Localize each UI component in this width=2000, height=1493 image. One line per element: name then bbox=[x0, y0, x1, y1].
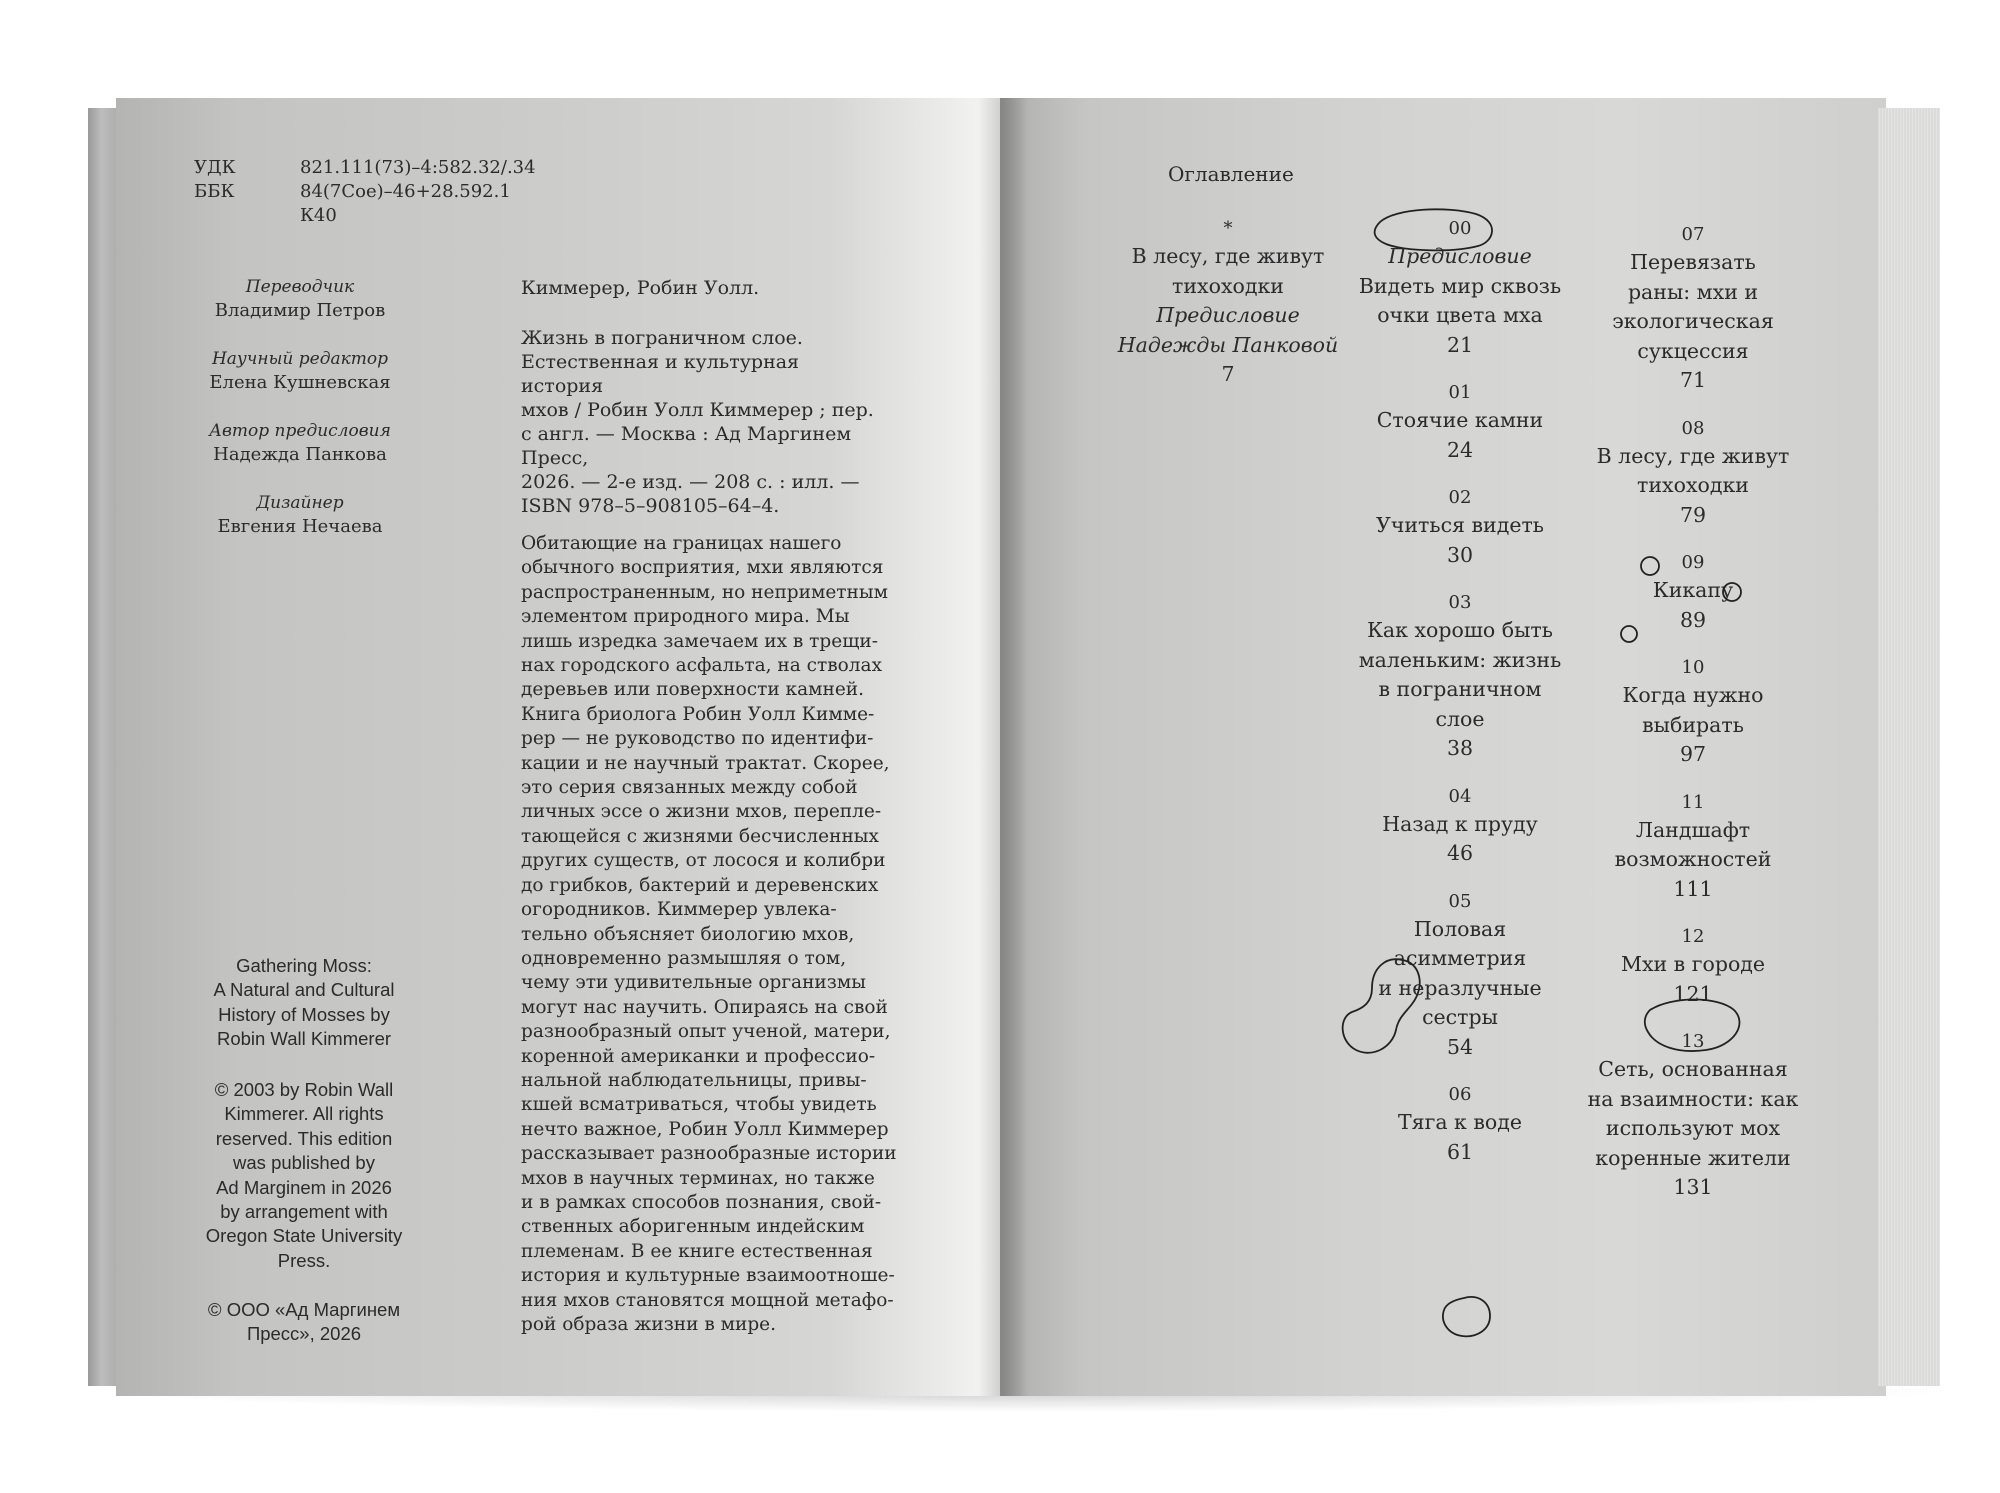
annotation-line: нальной наблюдательницы, привы- bbox=[521, 1069, 867, 1091]
toc-entry-page: 46 bbox=[1446, 841, 1474, 865]
toc-title: Оглавление bbox=[1168, 162, 1294, 186]
toc-entry-number: 12 bbox=[1681, 926, 1705, 947]
toc-entry-number: 04 bbox=[1448, 785, 1472, 807]
copyright-line: Press. bbox=[277, 1249, 331, 1271]
toc-entry-page: 79 bbox=[1679, 502, 1707, 527]
annotation-line: Обитающие на границах нашего bbox=[521, 533, 842, 554]
doodle-circle-icon bbox=[1641, 557, 1659, 575]
annotation-line: и в рамках способов познания, свой- bbox=[521, 1191, 882, 1213]
annotation-line: нечто важное, Робин Уолл Киммерер bbox=[521, 1118, 889, 1140]
toc-title-line: сестры bbox=[1422, 1005, 1498, 1029]
annotation-line: племенам. В ее книге естественная bbox=[521, 1240, 873, 1262]
doodle-circle-icon bbox=[1723, 583, 1741, 601]
imprint-key: ББК bbox=[194, 181, 235, 202]
toc-title-line: коренные жители bbox=[1595, 1145, 1791, 1170]
annotation-line: рассказывает разнообразные истории bbox=[521, 1143, 897, 1165]
annotation-line: ственных аборигенным индейским bbox=[521, 1216, 865, 1238]
imprint-value: 84(7Сое)–46+28.592.1 bbox=[300, 181, 511, 202]
toc-entry-page: 97 bbox=[1679, 742, 1707, 766]
annotation-line: чему эти удивительные организмы bbox=[521, 972, 866, 994]
annotation-line: других существ, от лосося и колибри bbox=[521, 850, 886, 872]
toc-title-line: в пограничном bbox=[1378, 677, 1542, 701]
toc-entry-page: 111 bbox=[1673, 876, 1713, 901]
annotation-line: нах городского асфальта, на стволах bbox=[521, 655, 883, 677]
doodle-bean-icon bbox=[1343, 959, 1420, 1053]
toc-title-line: В лесу, где живут bbox=[1131, 244, 1325, 268]
toc-entry-number: 09 bbox=[1681, 552, 1705, 573]
publisher-copyright-line: © ООО «Ад Маргинем bbox=[207, 1299, 401, 1320]
annotation-line: коренной американки и профессио- bbox=[521, 1045, 876, 1067]
annotation-line: ния мхов становятся мощной метафо- bbox=[521, 1289, 894, 1311]
toc-entry-number: 05 bbox=[1448, 890, 1472, 912]
toc-entry-number: 03 bbox=[1448, 592, 1472, 613]
copyright-line: Kimmerer. All rights bbox=[224, 1103, 384, 1125]
toc-title-line: Стоячие камни bbox=[1376, 408, 1544, 432]
toc-title-line: В лесу, где живут bbox=[1596, 443, 1790, 468]
toc-entry-number: 01 bbox=[1448, 382, 1472, 403]
toc-entry-page: 38 bbox=[1446, 736, 1474, 760]
annotation-line: лишь изредка замечаем их в трещи- bbox=[521, 630, 878, 652]
annotation-line: деревьев или поверхности камней. bbox=[521, 679, 865, 701]
biblio-line: Жизнь в пограничном слое. bbox=[521, 327, 803, 349]
toc-title-line: на взаимности: как bbox=[1587, 1086, 1799, 1111]
toc-entry-number: 00 bbox=[1448, 218, 1472, 239]
toc-entry-number: 11 bbox=[1681, 791, 1705, 813]
credit-name: Елена Кушневская bbox=[209, 372, 391, 393]
toc-title-line: Перевязать bbox=[1630, 250, 1756, 274]
imprint-key: УДК bbox=[194, 157, 236, 178]
toc-title-line: Когда нужно bbox=[1622, 683, 1764, 707]
annotation-line: мхов в научных терминах, но также bbox=[521, 1167, 875, 1189]
toc-title-line: тихоходки bbox=[1172, 273, 1284, 298]
toc-title-line: раны: мхи и bbox=[1627, 279, 1759, 304]
copyright-line: © 2003 by Robin Wall bbox=[214, 1079, 394, 1100]
original-title-line: History of Mosses by bbox=[218, 1003, 390, 1025]
toc-title-line: Как хорошо быть bbox=[1367, 618, 1553, 642]
toc-title-line: используют мох bbox=[1605, 1116, 1781, 1140]
toc-entry-page: 54 bbox=[1446, 1034, 1474, 1059]
annotation-line: распространенным, но неприметным bbox=[521, 581, 888, 603]
toc-title-line: Половая bbox=[1413, 916, 1507, 941]
annotation-line: огородников. Киммерер увлека- bbox=[521, 899, 837, 921]
doodle-circle-icon bbox=[1621, 626, 1637, 642]
credit-role: Переводчик bbox=[245, 277, 355, 297]
toc-entry-number: 08 bbox=[1681, 417, 1705, 439]
annotation-line: обычного восприятия, мхи являются bbox=[521, 557, 884, 579]
copyright-line: reserved. This edition bbox=[215, 1127, 393, 1149]
original-title-line: Robin Wall Kimmerer bbox=[216, 1028, 392, 1050]
biblio-line: с англ. — Москва : Ад Маргинем Пресс, bbox=[521, 423, 852, 469]
toc-entry-page: 121 bbox=[1673, 981, 1713, 1006]
toc-entry-page: 71 bbox=[1679, 368, 1707, 392]
toc-title-line: маленьким: жизнь bbox=[1358, 647, 1562, 672]
biblio-author: Киммерер, Робин Уолл. bbox=[521, 277, 760, 299]
biblio-line: ISBN 978–5–908105–64–4. bbox=[521, 495, 780, 517]
toc-entry-page: 61 bbox=[1446, 1139, 1474, 1164]
toc-title-line: выбирать bbox=[1642, 712, 1744, 737]
annotation-line: одновременно размышляя о том, bbox=[521, 947, 847, 969]
copyright-line: Ad Marginem in 2026 bbox=[216, 1176, 392, 1198]
toc-entry-number: * bbox=[1223, 218, 1233, 239]
toc-entry-number: 06 bbox=[1448, 1084, 1472, 1105]
annotation-line: это серия связанных между собой bbox=[521, 777, 858, 799]
credit-name: Владимир Петров bbox=[214, 300, 386, 321]
toc-entry-page: 131 bbox=[1673, 1175, 1713, 1199]
toc-subtitle-line: Предисловие bbox=[1156, 303, 1300, 327]
copyright-line: by arrangement with bbox=[220, 1201, 388, 1223]
imprint-value: К40 bbox=[300, 205, 337, 226]
annotation-line: личных эссе о жизни мхов, перепле- bbox=[521, 801, 882, 823]
original-title-line: Gathering Moss: bbox=[236, 955, 372, 976]
doodle-oval-12-icon bbox=[1645, 1000, 1740, 1052]
toc-title-line: сукцессия bbox=[1637, 338, 1749, 363]
toc-title-line: Кикапу bbox=[1652, 578, 1734, 602]
annotation-line: история и культурные взаимоотноше- bbox=[521, 1265, 895, 1287]
toc-title-line: асимметрия bbox=[1393, 946, 1527, 970]
annotation-line: тающейся с жизнями бесчисленных bbox=[521, 825, 879, 847]
toc-title-line: тихоходки bbox=[1637, 473, 1749, 497]
toc-entry-page: 7 bbox=[1221, 362, 1235, 386]
toc-subtitle-line: Надежды Панковой bbox=[1117, 332, 1339, 357]
toc-title-line: Мхи в городе bbox=[1620, 952, 1766, 976]
toc-title-line: Учиться видеть bbox=[1376, 513, 1544, 537]
toc-subtitle-line: Предисловие bbox=[1388, 244, 1532, 268]
toc-entry-number: 10 bbox=[1681, 657, 1705, 678]
annotation-line: тельно объясняет биологию мхов, bbox=[521, 923, 855, 945]
toc-title-line: и неразлучные bbox=[1378, 975, 1542, 1000]
toc-entry-number: 13 bbox=[1681, 1031, 1705, 1052]
toc-entry-page: 89 bbox=[1679, 607, 1707, 632]
toc-entry-number: 07 bbox=[1681, 224, 1705, 245]
toc-entry-page: 24 bbox=[1446, 437, 1474, 462]
toc-title-line: Ландшафт bbox=[1635, 817, 1751, 842]
toc-title-line: очки цвета мха bbox=[1377, 303, 1543, 327]
doodle-oval-00-icon bbox=[1375, 209, 1492, 250]
toc-entry-page: 21 bbox=[1446, 332, 1474, 357]
credit-name: Надежда Панкова bbox=[213, 444, 387, 465]
biblio-line: Естественная и культурная история bbox=[521, 351, 800, 397]
annotation-line: могут нас научить. Опираясь на свой bbox=[521, 996, 888, 1018]
biblio-line: мхов / Робин Уолл Киммерер ; пер. bbox=[521, 399, 874, 421]
annotation-line: разнообразный опыт ученой, матери, bbox=[521, 1021, 891, 1043]
publisher-copyright-line: Пресс», 2026 bbox=[246, 1323, 362, 1345]
imprint-value: 821.111(73)–4:582.32/.34 bbox=[300, 157, 536, 178]
toc-title-line: Тяга к воде bbox=[1397, 1110, 1523, 1134]
toc-title-line: Видеть мир сквозь bbox=[1358, 273, 1562, 298]
annotation-line: рер — не руководство по идентифи- bbox=[521, 728, 874, 750]
original-title-line: A Natural and Cultural bbox=[213, 979, 395, 1001]
credit-role: Автор предисловия bbox=[209, 421, 391, 441]
credit-role: Научный редактор bbox=[211, 349, 389, 369]
toc-entry-number: 02 bbox=[1448, 487, 1472, 508]
credit-role: Дизайнер bbox=[256, 493, 344, 513]
copyright-line: Oregon State University bbox=[205, 1225, 403, 1247]
toc-entry-page: 30 bbox=[1446, 542, 1474, 567]
annotation-line: рой образа жизни в мире. bbox=[521, 1314, 777, 1335]
annotation-line: элементом природного мира. Мы bbox=[521, 606, 850, 628]
toc-title-line: Сеть, основанная bbox=[1598, 1057, 1788, 1081]
toc-title-line: экологическая bbox=[1612, 309, 1774, 333]
biblio-line: 2026. — 2-е изд. — 208 с. : илл. — bbox=[521, 471, 860, 493]
doodle-circle-bottom-icon bbox=[1443, 1297, 1490, 1336]
annotation-line: до грибков, бактерий и деревенских bbox=[521, 874, 879, 896]
annotation-line: кации и не научный трактат. Скорее, bbox=[521, 752, 890, 774]
toc-title-line: возможностей bbox=[1614, 847, 1772, 871]
toc-title-line: Назад к пруду bbox=[1382, 811, 1538, 836]
credit-name: Евгения Нечаева bbox=[217, 516, 383, 537]
annotation-line: кшей всматриваться, чтобы увидеть bbox=[521, 1094, 877, 1116]
annotation-line: Книга бриолога Робин Уолл Кимме- bbox=[521, 703, 875, 725]
copyright-line: was published by bbox=[233, 1152, 375, 1174]
toc-title-line: слое bbox=[1435, 706, 1485, 731]
